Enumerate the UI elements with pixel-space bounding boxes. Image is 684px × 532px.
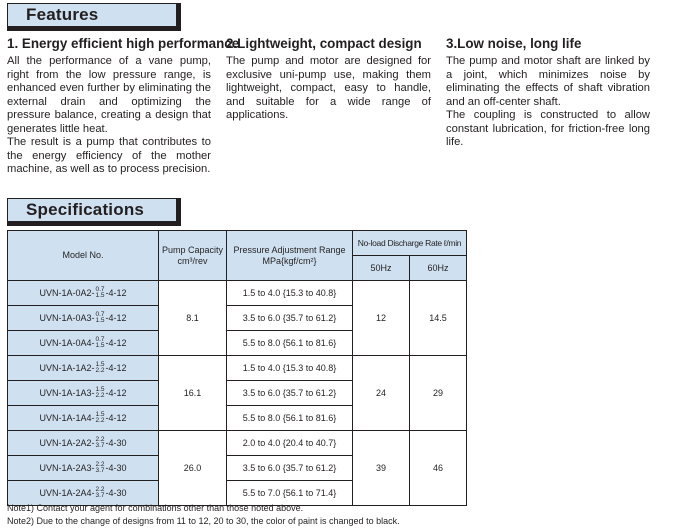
header-capacity-label: Pump Capacity (161, 244, 224, 255)
model-motor-fraction (95, 337, 104, 350)
specifications-heading (7, 198, 181, 226)
header-pressure (227, 231, 353, 281)
model-motor-fraction (95, 462, 104, 475)
fraction-denominator: 2.2 (95, 392, 105, 399)
discharge-50hz-cell: 12 (353, 281, 410, 356)
model-number-cell (8, 331, 159, 356)
model-motor-fraction (95, 437, 104, 450)
pressure-range-cell: 5.5 to 7.0 {56.1 to 71.4} (227, 481, 353, 506)
model-prefix: UVN-1A-1A3- (39, 387, 95, 398)
pressure-range-cell: 2.0 to 4.0 {20.4 to 40.7} (227, 431, 353, 456)
header-capacity-unit: cm³/rev (177, 255, 208, 266)
model-prefix: UVN-1A-0A4- (39, 337, 95, 348)
note-1: Note1) Contact your agent for combinations other than those noted above. (7, 503, 304, 513)
model-prefix: UVN-1A-1A4- (39, 412, 95, 423)
model-suffix: -4-12 (105, 287, 127, 298)
fraction-numerator: 1.5 (95, 385, 105, 393)
pressure-range-cell: 5.5 to 8.0 {56.1 to 81.6} (227, 331, 353, 356)
fraction-numerator: 0.7 (95, 335, 105, 343)
model-motor-fraction (95, 387, 104, 400)
specifications-table (7, 230, 467, 506)
pressure-range-cell: 3.5 to 6.0 {35.7 to 61.2} (227, 381, 353, 406)
header-60hz (410, 256, 467, 281)
discharge-60hz-cell: 46 (410, 431, 467, 506)
feature-column-energy (7, 36, 240, 177)
fraction-denominator: 2.2 (95, 367, 105, 374)
model-suffix: -4-12 (105, 337, 127, 348)
header-model (8, 231, 159, 281)
header-discharge-label: No-load Discharge Rate ℓ/min (357, 237, 462, 248)
header-model-label: Model No. (62, 250, 104, 260)
fraction-denominator: 2.2 (95, 417, 105, 424)
fraction-numerator: 2.2 (95, 460, 105, 468)
discharge-60hz-cell: 14.5 (410, 281, 467, 356)
header-pressure-label: Pressure Adjustment Range (233, 244, 346, 255)
fraction-numerator: 0.7 (95, 310, 105, 318)
feature-column-lightweight (226, 36, 431, 123)
table-row (8, 431, 467, 456)
table-notes (7, 502, 400, 527)
feature-paragraph: The result is a pump that contributes to the energy efficiency of the mother machine, as well as to process precision. (7, 136, 211, 175)
feature-title: 2.Lightweight, compact design (226, 36, 422, 51)
model-prefix: UVN-1A-1A2- (39, 362, 95, 373)
model-suffix: -4-12 (105, 362, 127, 373)
feature-paragraph: The pump and motor shaft are linked by a joint, which minimizes noise by eliminating the effects of shaft vibration and an off-center shaft. (446, 55, 650, 108)
fraction-denominator: 3.7 (95, 467, 105, 474)
pressure-range-cell: 1.5 to 4.0 {15.3 to 40.8} (227, 281, 353, 306)
pump-capacity-cell: 16.1 (159, 356, 227, 431)
fraction-denominator: 3.7 (95, 492, 105, 499)
specifications-heading-label: Specifications (26, 200, 145, 219)
fraction-numerator: 0.7 (95, 285, 105, 293)
model-prefix: UVN-1A-2A2- (39, 437, 95, 448)
model-suffix: -4-30 (105, 462, 127, 473)
model-prefix: UVN-1A-0A3- (39, 312, 95, 323)
pump-capacity-cell: 26.0 (159, 431, 227, 506)
fraction-denominator: 1.5 (95, 292, 105, 299)
specifications-table-body (8, 281, 467, 506)
discharge-50hz-cell: 39 (353, 431, 410, 506)
feature-paragraph: All the performance of a vane pump, right from the low pressure range, is enhanced even further by eliminating the external drain and optimizing the pressure balance, creating a design that generates little heat. (7, 55, 211, 135)
model-number-cell (8, 431, 159, 456)
fraction-numerator: 1.5 (95, 410, 105, 418)
features-heading-label: Features (26, 5, 99, 24)
model-prefix: UVN-1A-2A4- (39, 487, 95, 498)
discharge-50hz-cell: 24 (353, 356, 410, 431)
fraction-numerator: 2.2 (95, 435, 105, 443)
model-motor-fraction (95, 312, 104, 325)
model-prefix: UVN-1A-0A2- (39, 287, 95, 298)
note-2: Note2) Due to the change of designs from 11 to 12, 20 to 30, the color of paint is changed to black. (7, 515, 400, 526)
model-suffix: -4-12 (105, 387, 127, 398)
header-50hz (353, 256, 410, 281)
model-prefix: UVN-1A-2A3- (39, 462, 95, 473)
model-suffix: -4-12 (105, 312, 127, 323)
features-heading (7, 3, 181, 31)
model-suffix: -4-12 (105, 412, 127, 423)
model-motor-fraction (95, 362, 104, 375)
header-discharge (353, 231, 467, 256)
model-number-cell (8, 306, 159, 331)
model-number-cell (8, 456, 159, 481)
model-motor-fraction (95, 412, 104, 425)
pressure-range-cell: 5.5 to 8.0 {56.1 to 81.6} (227, 406, 353, 431)
feature-column-low-noise (446, 36, 650, 150)
header-50hz-label: 50Hz (370, 262, 392, 273)
feature-paragraph: The coupling is constructed to allow constant lubrication, for friction-free long life. (446, 109, 650, 148)
header-60hz-label: 60Hz (427, 262, 449, 273)
table-row (8, 356, 467, 381)
model-suffix: -4-30 (105, 487, 127, 498)
fraction-denominator: 3.7 (95, 442, 105, 449)
header-capacity (159, 231, 227, 281)
model-suffix: -4-30 (105, 437, 127, 448)
model-motor-fraction (95, 287, 104, 300)
pressure-range-cell: 1.5 to 4.0 {15.3 to 40.8} (227, 356, 353, 381)
header-pressure-unit: MPa{kgf/cm²} (262, 255, 317, 266)
feature-title: 3.Low noise, long life (446, 36, 582, 51)
fraction-numerator: 1.5 (95, 360, 105, 368)
pump-capacity-cell: 8.1 (159, 281, 227, 356)
model-number-cell (8, 356, 159, 381)
feature-paragraph: The pump and motor are designed for exclusive uni-pump use, making them lightweight, compact, easy to handle, and suitable for a wide range of applications. (226, 55, 431, 121)
fraction-numerator: 2.2 (95, 485, 105, 493)
model-motor-fraction (95, 487, 104, 500)
pressure-range-cell: 3.5 to 6.0 {35.7 to 61.2} (227, 456, 353, 481)
discharge-60hz-cell: 29 (410, 356, 467, 431)
model-number-cell (8, 406, 159, 431)
pressure-range-cell: 3.5 to 6.0 {35.7 to 61.2} (227, 306, 353, 331)
feature-title: 1. Energy efficient high performance (7, 36, 240, 51)
table-row (8, 281, 467, 306)
model-number-cell (8, 381, 159, 406)
fraction-denominator: 1.5 (95, 317, 105, 324)
model-number-cell (8, 281, 159, 306)
fraction-denominator: 1.5 (95, 342, 105, 349)
